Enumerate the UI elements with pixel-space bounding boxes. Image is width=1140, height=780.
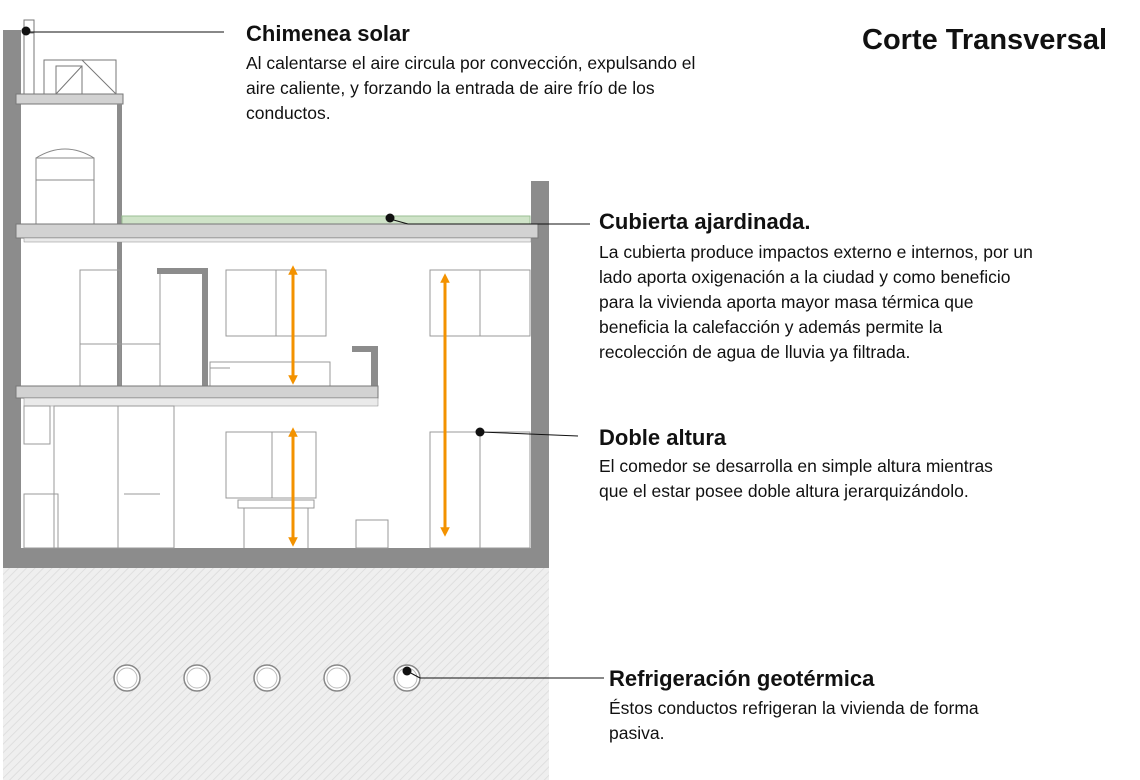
lower-window-left xyxy=(226,432,316,498)
text-line: pasiva. xyxy=(609,723,665,743)
foundation-slab xyxy=(3,548,549,568)
right-wall xyxy=(531,181,549,568)
leader-line-double xyxy=(480,432,578,436)
text-line: Éstos conductos refrigeran la vivienda de forma xyxy=(609,698,979,718)
geothermal-description xyxy=(609,696,1129,746)
leader-dot-icon xyxy=(476,428,485,437)
roof-ceiling xyxy=(24,238,531,242)
leader-dot-icon xyxy=(403,667,412,676)
lower-wall-panel xyxy=(54,406,174,548)
side-table xyxy=(356,520,388,548)
text-line: lado aporta oxigenación a la ciudad y como beneficio xyxy=(599,267,1011,287)
green-roof-heading: Cubierta ajardinada. xyxy=(599,209,811,234)
text-line: para la vivienda aporta mayor masa térmica que xyxy=(599,292,974,312)
mezzanine-ceiling xyxy=(24,398,378,406)
upper-partition xyxy=(157,268,208,392)
left-wall xyxy=(3,30,21,568)
text-line: El comedor se desarrolla en simple altura mientras xyxy=(599,456,993,476)
kitchen-cabinet xyxy=(24,406,50,444)
text-line: La cubierta produce impactos externo e internos, por un xyxy=(599,242,1033,262)
leader-dot-icon xyxy=(386,214,395,223)
kitchen-counter xyxy=(24,494,58,548)
geothermal-duct-icon xyxy=(254,665,280,691)
solar-chimney-heading: Chimenea solar xyxy=(246,21,410,46)
mezzanine-slab xyxy=(16,386,378,398)
double-height-heading: Doble altura xyxy=(599,425,727,450)
green-roof xyxy=(122,216,530,224)
text-line: que el estar posee doble altura jerarquizándolo. xyxy=(599,481,969,501)
upper-door xyxy=(160,272,204,394)
water-tank xyxy=(36,149,94,224)
text-line: aire caliente, y forzando la entrada de aire frío de los xyxy=(246,78,655,98)
dining-table xyxy=(238,500,314,508)
geothermal-duct-icon xyxy=(114,665,140,691)
geothermal-heading: Refrigeración geotérmica xyxy=(609,666,875,691)
leader-dot-icon xyxy=(22,27,31,36)
double-height-description xyxy=(599,454,1119,504)
text-line: Al calentarse el aire circula por convección, expulsando el xyxy=(246,53,696,73)
roof-slab xyxy=(16,224,538,238)
green-roof-description xyxy=(599,240,1134,365)
text-line: beneficia la calefacción y además permite la xyxy=(599,317,943,337)
page-title: Corte Transversal xyxy=(862,24,1108,56)
geothermal-duct-icon xyxy=(324,665,350,691)
geothermal-duct-icon xyxy=(184,665,210,691)
chimney-slab xyxy=(16,94,123,104)
upper-cabinet xyxy=(80,270,120,396)
solar-chimney-description xyxy=(246,51,806,126)
text-line: recolección de agua de lluvia ya filtrada. xyxy=(599,342,911,362)
text-line: conductos. xyxy=(246,103,331,123)
